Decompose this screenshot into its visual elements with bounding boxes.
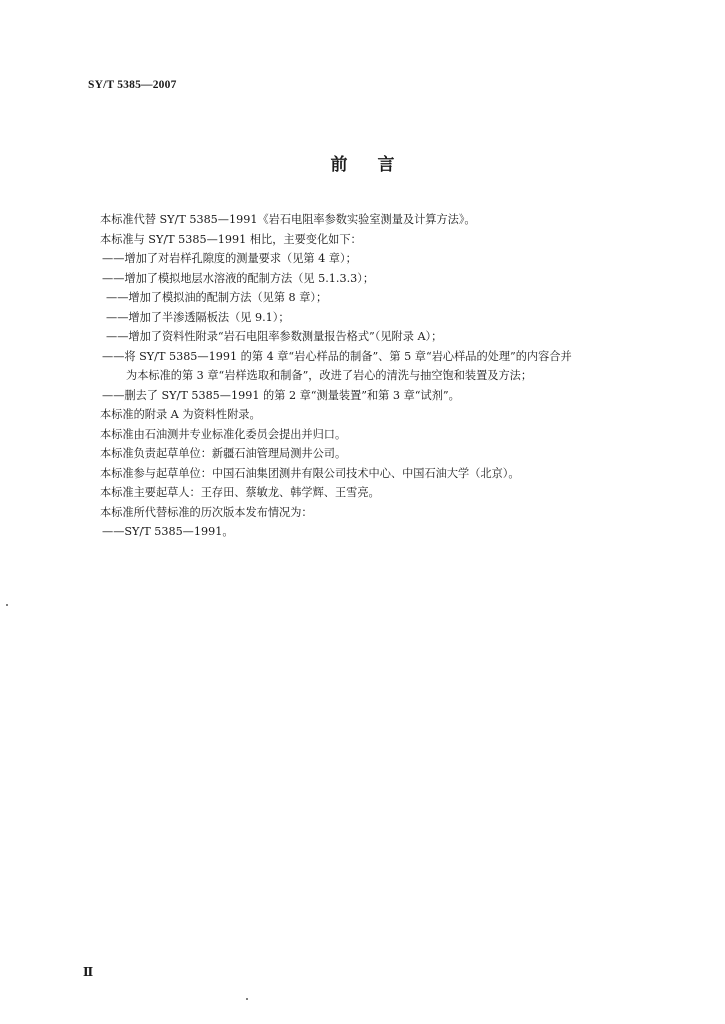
change-item-continuation: 为本标准的第 3 章“岩样选取和制备”，改进了岩心的清洗与抽空饱和装置及方法； [126, 369, 533, 382]
change-item: ——删去了 SY/T 5385—1991 的第 2 章“测量装置”和第 3 章“试剂”。 [102, 388, 460, 402]
change-item: ——增加了模拟地层水溶液的配制方法（见 5.1.3.3）； [102, 271, 375, 285]
paragraph-annex: 本标准的附录 A 为资料性附录。 [100, 408, 261, 421]
change-item: ——增加了模拟油的配制方法（见第 8 章）； [106, 291, 328, 304]
change-item: ——增加了对岩样孔隙度的测量要求（见第 4 章）； [102, 252, 357, 265]
change-item: ——将 SY/T 5385—1991 的第 4 章“岩心样品的制备”、第 5 章“岩心样品的处理”的内容合并 [102, 349, 572, 363]
paragraph-changes-intro: 本标准与 SY/T 5385—1991 相比，主要变化如下： [100, 232, 362, 246]
change-item: ——增加了半渗透隔板法（见 9.1）； [106, 310, 290, 324]
page-title [0, 150, 725, 175]
standard-code: SY/T 5385—2007 [88, 79, 177, 91]
scan-speck [246, 998, 248, 1000]
paragraph-participating-units: 本标准参与起草单位：中国石油集团测井有限公司技术中心、中国石油大学（北京）。 [100, 466, 520, 480]
change-item: ——增加了资料性附录“岩石电阻率参数测量报告格式”（见附录 A）； [106, 330, 443, 343]
scan-speck [6, 604, 8, 606]
paragraph-previous-editions: 本标准所代替标准的历次版本发布情况为： [100, 505, 313, 519]
page-number: Ⅱ [83, 965, 94, 979]
paragraph-proposer: 本标准由石油测井专业标准化委员会提出并归口。 [100, 427, 347, 441]
paragraph-drafting-unit: 本标准负责起草单位：新疆石油管理局测井公司。 [100, 447, 347, 460]
foreword-body [100, 210, 660, 542]
paragraph-drafters: 本标准主要起草人：王存田、蔡敏龙、韩学辉、王雪亮。 [100, 486, 380, 499]
title-char-1: 前 [330, 155, 348, 175]
previous-edition-item: ——SY/T 5385—1991。 [102, 525, 234, 538]
title-char-2: 言 [377, 155, 395, 175]
paragraph-replaces: 本标准代替 SY/T 5385—1991《岩石电阻率参数实验室测量及计算方法》。 [100, 213, 476, 226]
